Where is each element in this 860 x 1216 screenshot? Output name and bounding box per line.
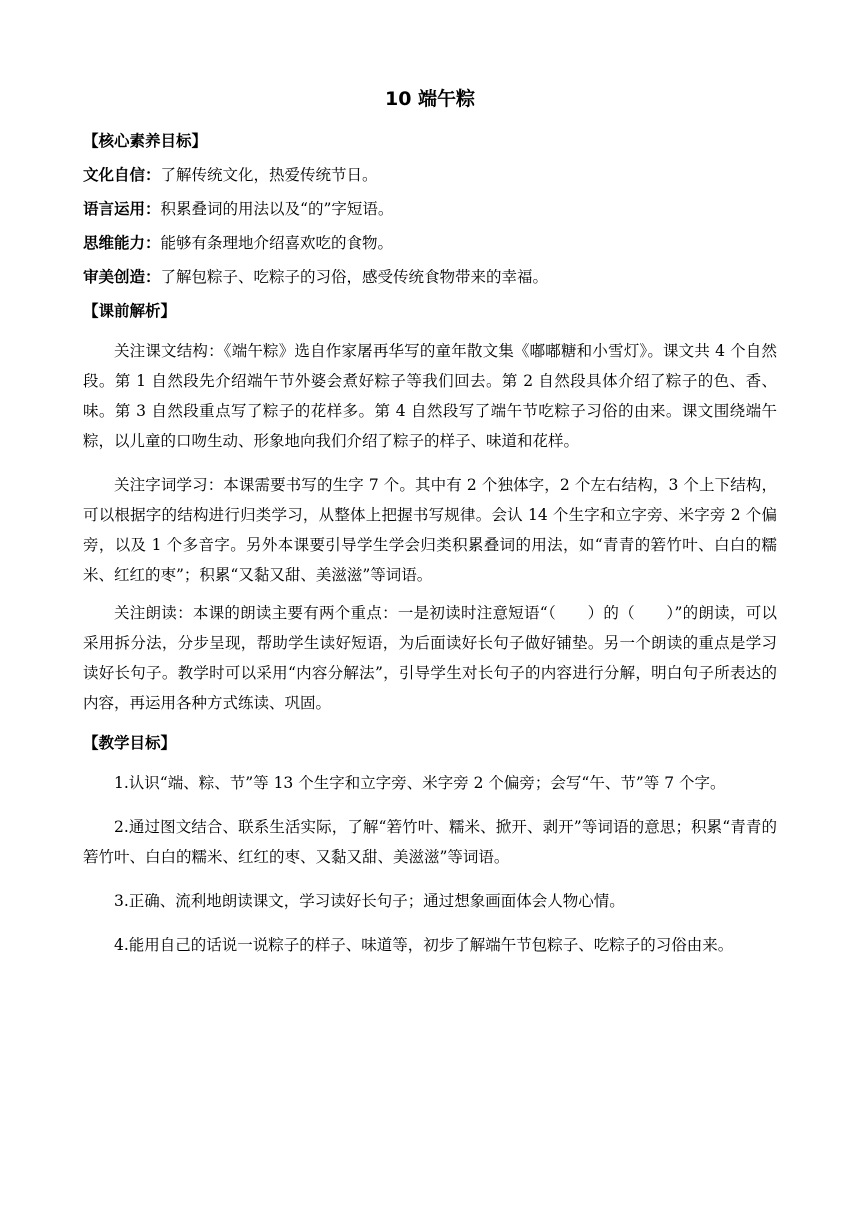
goal-item bbox=[83, 226, 777, 260]
goal-item bbox=[83, 260, 777, 294]
goal-text: 能够有条理地介绍喜欢吃的食物。 bbox=[160, 234, 394, 252]
goal-item bbox=[83, 158, 777, 192]
goal-text: 积累叠词的用法以及“的”字短语。 bbox=[160, 200, 394, 218]
analysis-paragraph-vocabulary: 关注字词学习：本课需要书写的生字 7 个。其中有 2 个独体字，2 个左右结构，3 个上下结构，可以根据字的结构进行归类学习，从整体上把握书写规律。会认 14 个生字和立字旁、米字旁 2 个偏旁，以及 1 个多音字。另外本课要引导学生学会归类积累叠词的用法，如“青青的箬竹叶、白白的糯米、红红的枣”；积累“又黏又甜、美滋滋”等词语。 bbox=[83, 476, 777, 584]
document-body bbox=[83, 124, 777, 960]
goal-label: 文化自信： bbox=[83, 166, 161, 184]
goal-label: 思维能力： bbox=[83, 234, 161, 252]
lesson-title: 10 端午粽 bbox=[384, 88, 476, 110]
goal-label: 语言运用： bbox=[83, 200, 161, 218]
goal-text: 了解包粽子、吃粽子的习俗，感受传统食物带来的幸福。 bbox=[160, 268, 549, 286]
goal-text: 了解传统文化，热爱传统节日。 bbox=[160, 166, 378, 184]
analysis-paragraph-structure: 关注课文结构：《端午粽》选自作家屠再华写的童年散文集《嘟嘟糖和小雪灯》。课文共 4 个自然段。第 1 自然段先介绍端午节外婆会煮好粽子等我们回去。第 2 自然段具体介绍了粽子的色、香、味。第 3 自然段重点写了粽子的花样多。第 4 自然段写了端午节吃粽子习俗的由来。课文围绕端午粽，以儿童的口吻生动、形象地向我们介绍了粽子的样子、味道和花样。 bbox=[83, 342, 777, 450]
section-heading-core-goals: 【核心素养目标】 bbox=[83, 132, 208, 150]
teaching-goal-item: 3.正确、流利地朗读课文，学习读好长句子；通过想象画面体会人物心情。 bbox=[114, 892, 625, 910]
section-heading-teaching-goals: 【教学目标】 bbox=[83, 734, 177, 752]
teaching-goal-item: 1.认识“端、粽、节”等 13 个生字和立字旁、米字旁 2 个偏旁；会写“午、节”等 7 个字。 bbox=[114, 774, 726, 792]
section-heading-pre-class-analysis: 【课前解析】 bbox=[83, 302, 177, 320]
teaching-goal-item: 2.通过图文结合、联系生活实际，了解“箬竹叶、糯米、掀开、剥开”等词语的意思；积累“青青的箬竹叶、白白的糯米、红红的枣、又黏又甜、美滋滋”等词语。 bbox=[83, 818, 777, 866]
analysis-paragraph-reading: 关注朗读：本课的朗读主要有两个重点：一是初读时注意短语“（ ）的（ ）”的朗读，可以采用拆分法，分步呈现，帮助学生读好短语，为后面读好长句子做好铺垫。另一个朗读的重点是学习读好长句子。教学时可以采用“内容分解法”，引导学生对长句子的内容进行分解，明白句子所表达的内容，再运用各种方式练读、巩固。 bbox=[83, 604, 777, 712]
teaching-goal-item: 4.能用自己的话说一说粽子的样子、味道等，初步了解端午节包粽子、吃粽子的习俗由来。 bbox=[114, 936, 734, 954]
goal-item bbox=[83, 192, 777, 226]
goal-label: 审美创造： bbox=[83, 268, 161, 286]
